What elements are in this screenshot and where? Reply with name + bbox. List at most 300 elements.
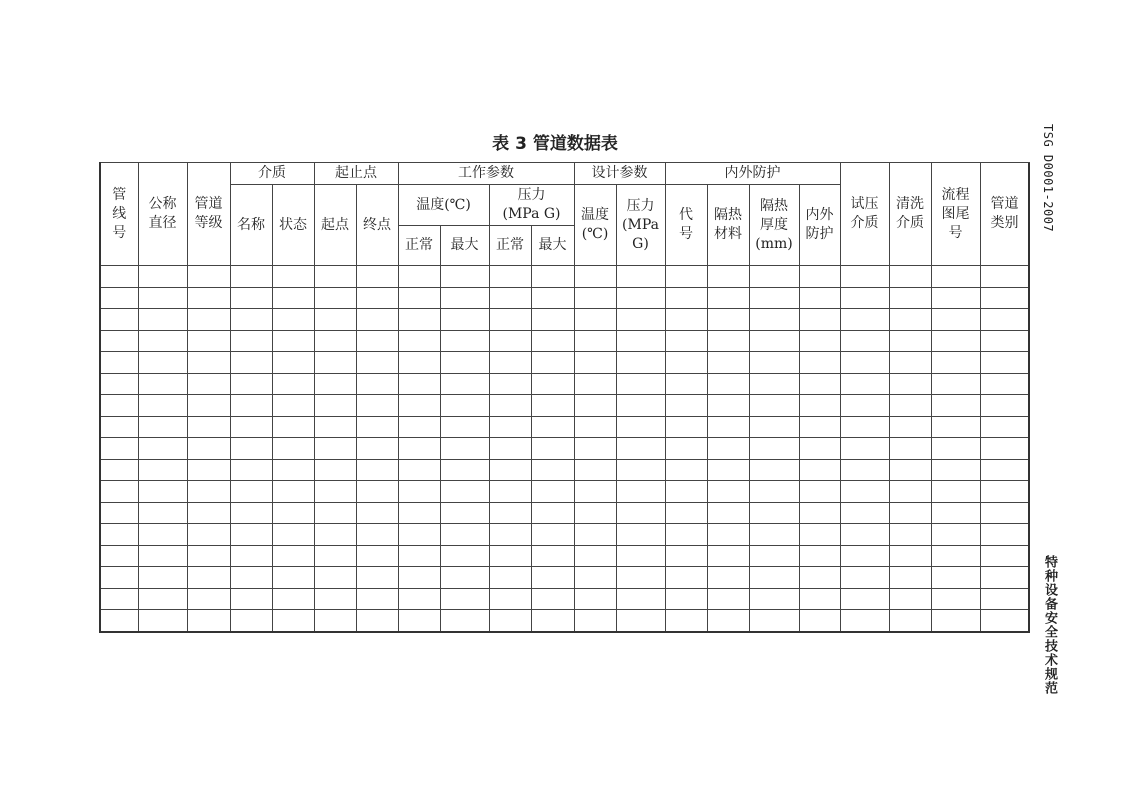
header-insulation-material: 隔热 材料	[707, 185, 749, 266]
table-cell	[398, 588, 440, 610]
table-cell	[980, 588, 1029, 610]
table-cell	[574, 266, 616, 288]
table-cell	[707, 459, 749, 481]
table-cell	[574, 502, 616, 524]
table-cell	[187, 373, 230, 395]
table-cell	[931, 459, 980, 481]
table-cell	[889, 567, 931, 589]
table-body	[100, 266, 1029, 632]
table-cell	[531, 266, 574, 288]
table-cell	[749, 309, 799, 331]
table-cell	[574, 395, 616, 417]
table-cell	[749, 459, 799, 481]
table-cell	[889, 588, 931, 610]
table-cell	[616, 502, 665, 524]
table-cell	[574, 330, 616, 352]
table-cell	[616, 373, 665, 395]
table-cell	[616, 545, 665, 567]
table-cell	[799, 309, 840, 331]
table-cell	[230, 502, 272, 524]
table-cell	[931, 416, 980, 438]
table-cell	[440, 545, 489, 567]
table-cell	[314, 481, 356, 503]
table-row	[100, 266, 1029, 288]
table-cell	[799, 395, 840, 417]
table-cell	[665, 524, 707, 546]
table-cell	[707, 416, 749, 438]
standard-code: TSG D0001-2007	[1041, 124, 1055, 233]
table-cell	[980, 309, 1029, 331]
table-cell	[489, 287, 531, 309]
table-cell	[665, 459, 707, 481]
table-cell	[840, 266, 889, 288]
table-cell	[230, 567, 272, 589]
table-cell	[980, 373, 1029, 395]
table-cell	[980, 567, 1029, 589]
table-cell	[574, 459, 616, 481]
table-cell	[665, 330, 707, 352]
header-inner-outer-protection: 内外 防护	[799, 185, 840, 266]
table-cell	[489, 416, 531, 438]
table-cell	[272, 352, 314, 374]
header-pipe-grade: 管道 等级	[187, 163, 230, 266]
table-cell	[749, 352, 799, 374]
table-row	[100, 330, 1029, 352]
table-cell	[889, 545, 931, 567]
table-cell	[138, 567, 187, 589]
table-cell	[356, 352, 398, 374]
table-cell	[100, 330, 138, 352]
table-cell	[230, 373, 272, 395]
table-cell	[440, 266, 489, 288]
pipe-data-table	[99, 162, 1030, 633]
table-cell	[230, 352, 272, 374]
table-cell	[531, 545, 574, 567]
table-cell	[889, 438, 931, 460]
table-cell	[100, 352, 138, 374]
table-cell	[100, 502, 138, 524]
table-cell	[398, 545, 440, 567]
table-cell	[356, 567, 398, 589]
table-cell	[531, 524, 574, 546]
table-row	[100, 481, 1029, 503]
table-cell	[531, 567, 574, 589]
table-cell	[314, 502, 356, 524]
table-cell	[980, 287, 1029, 309]
table-cell	[840, 545, 889, 567]
table-cell	[531, 287, 574, 309]
table-cell	[230, 330, 272, 352]
table-cell	[100, 373, 138, 395]
header-design-params: 设计参数	[574, 163, 665, 185]
header-test-medium: 试压 介质	[840, 163, 889, 266]
table-cell	[665, 309, 707, 331]
table-row	[100, 416, 1029, 438]
table-cell	[398, 459, 440, 481]
table-cell	[356, 481, 398, 503]
table-row	[100, 610, 1029, 632]
table-cell	[272, 459, 314, 481]
table-cell	[707, 545, 749, 567]
header-medium: 介质	[230, 163, 314, 185]
table-cell	[574, 588, 616, 610]
table-cell	[314, 352, 356, 374]
table-cell	[889, 287, 931, 309]
table-cell	[665, 481, 707, 503]
table-cell	[889, 352, 931, 374]
table-cell	[440, 330, 489, 352]
table-cell	[100, 395, 138, 417]
table-cell	[665, 502, 707, 524]
table-cell	[799, 502, 840, 524]
table-cell	[440, 524, 489, 546]
table-cell	[980, 438, 1029, 460]
table-cell	[138, 481, 187, 503]
table-cell	[314, 416, 356, 438]
table-cell	[665, 266, 707, 288]
table-cell	[138, 588, 187, 610]
table-cell	[840, 459, 889, 481]
table-cell	[889, 610, 931, 632]
table-cell	[356, 545, 398, 567]
table-cell	[980, 416, 1029, 438]
table-cell	[489, 309, 531, 331]
header-working-temp-max: 最大	[440, 226, 489, 266]
table-cell	[531, 481, 574, 503]
table-cell	[230, 481, 272, 503]
table-cell	[314, 588, 356, 610]
table-cell	[230, 395, 272, 417]
table-cell	[799, 610, 840, 632]
table-cell	[100, 309, 138, 331]
table-cell	[665, 352, 707, 374]
table-cell	[749, 545, 799, 567]
table-cell	[489, 373, 531, 395]
table-cell	[574, 352, 616, 374]
table-cell	[230, 438, 272, 460]
table-cell	[931, 545, 980, 567]
table-cell	[272, 438, 314, 460]
table-cell	[799, 481, 840, 503]
table-cell	[889, 309, 931, 331]
table-cell	[314, 330, 356, 352]
table-cell	[665, 373, 707, 395]
table-cell	[230, 416, 272, 438]
table-cell	[616, 481, 665, 503]
table-cell	[931, 438, 980, 460]
table-cell	[665, 438, 707, 460]
table-cell	[799, 567, 840, 589]
table-cell	[272, 610, 314, 632]
table-cell	[398, 524, 440, 546]
table-cell	[574, 545, 616, 567]
table-cell	[314, 266, 356, 288]
table-cell	[840, 588, 889, 610]
table-cell	[980, 524, 1029, 546]
table-cell	[489, 502, 531, 524]
table-cell	[616, 524, 665, 546]
table-cell	[531, 352, 574, 374]
table-cell	[931, 610, 980, 632]
table-cell	[230, 287, 272, 309]
table-cell	[749, 373, 799, 395]
table-row	[100, 309, 1029, 331]
table-cell	[707, 373, 749, 395]
table-cell	[100, 416, 138, 438]
table-cell	[889, 481, 931, 503]
table-cell	[931, 287, 980, 309]
table-cell	[840, 287, 889, 309]
table-cell	[230, 610, 272, 632]
table-cell	[616, 588, 665, 610]
table-cell	[314, 373, 356, 395]
table-cell	[138, 416, 187, 438]
table-cell	[574, 524, 616, 546]
table-cell	[100, 287, 138, 309]
table-cell	[889, 330, 931, 352]
table-cell	[440, 502, 489, 524]
table-cell	[707, 266, 749, 288]
header-design-pressure: 压力 (MPa G)	[616, 185, 665, 266]
header-design-temp: 温度 (℃)	[574, 185, 616, 266]
table-cell	[707, 481, 749, 503]
table-cell	[489, 545, 531, 567]
table-cell	[616, 395, 665, 417]
table-cell	[889, 502, 931, 524]
table-cell	[531, 438, 574, 460]
table-cell	[187, 588, 230, 610]
table-cell	[616, 309, 665, 331]
table-cell	[187, 567, 230, 589]
table-cell	[931, 588, 980, 610]
table-cell	[707, 588, 749, 610]
table-row	[100, 459, 1029, 481]
table-cell	[489, 481, 531, 503]
table-cell	[799, 438, 840, 460]
table-cell	[356, 330, 398, 352]
table-cell	[749, 524, 799, 546]
table-cell	[314, 395, 356, 417]
table-cell	[707, 567, 749, 589]
header-working-temp: 温度(℃)	[398, 185, 489, 226]
table-cell	[187, 524, 230, 546]
table-cell	[272, 545, 314, 567]
table-cell	[799, 459, 840, 481]
table-cell	[616, 567, 665, 589]
table-cell	[440, 481, 489, 503]
table-cell	[749, 416, 799, 438]
table-cell	[531, 309, 574, 331]
table-cell	[616, 610, 665, 632]
table-cell	[980, 481, 1029, 503]
header-working-pressure: 压力 (MPa G)	[489, 185, 574, 226]
table-cell	[840, 481, 889, 503]
table-cell	[100, 438, 138, 460]
table-cell	[531, 588, 574, 610]
table-row	[100, 395, 1029, 417]
table-cell	[840, 610, 889, 632]
table-cell	[931, 395, 980, 417]
table-row	[100, 438, 1029, 460]
table-cell	[574, 567, 616, 589]
table-cell	[272, 502, 314, 524]
table-cell	[314, 438, 356, 460]
table-cell	[840, 502, 889, 524]
table-cell	[356, 610, 398, 632]
table-cell	[100, 459, 138, 481]
table-cell	[272, 567, 314, 589]
table-cell	[138, 287, 187, 309]
table-cell	[616, 287, 665, 309]
table-cell	[356, 588, 398, 610]
table-cell	[889, 373, 931, 395]
table-cell	[230, 545, 272, 567]
table-cell	[398, 610, 440, 632]
table-cell	[100, 524, 138, 546]
table-cell	[272, 266, 314, 288]
table-cell	[931, 309, 980, 331]
table-cell	[799, 373, 840, 395]
table-cell	[840, 416, 889, 438]
table-cell	[574, 416, 616, 438]
table-cell	[574, 373, 616, 395]
header-endpoints: 起止点	[314, 163, 398, 185]
table-cell	[398, 352, 440, 374]
table-cell	[356, 309, 398, 331]
table-cell	[398, 287, 440, 309]
table-cell	[531, 330, 574, 352]
header-protection: 内外防护	[665, 163, 840, 185]
table-cell	[100, 266, 138, 288]
table-cell	[574, 610, 616, 632]
table-cell	[398, 438, 440, 460]
table-cell	[100, 610, 138, 632]
table-cell	[799, 588, 840, 610]
table-cell	[574, 481, 616, 503]
table-cell	[531, 459, 574, 481]
header-medium-state: 状态	[272, 185, 314, 266]
table-cell	[489, 459, 531, 481]
table-cell	[665, 287, 707, 309]
table-cell	[840, 373, 889, 395]
table-cell	[980, 330, 1029, 352]
table-cell	[356, 438, 398, 460]
table-cell	[314, 567, 356, 589]
table-cell	[980, 352, 1029, 374]
table-cell	[314, 524, 356, 546]
table-cell	[314, 309, 356, 331]
table-cell	[272, 330, 314, 352]
table-cell	[665, 416, 707, 438]
table-cell	[531, 416, 574, 438]
table-cell	[398, 481, 440, 503]
table-cell	[980, 610, 1029, 632]
table-cell	[840, 309, 889, 331]
table-cell	[272, 395, 314, 417]
header-nominal-diameter: 公称 直径	[138, 163, 187, 266]
header-end: 终点	[356, 185, 398, 266]
table-cell	[230, 309, 272, 331]
table-cell	[489, 524, 531, 546]
table-cell	[138, 395, 187, 417]
table-cell	[531, 395, 574, 417]
table-cell	[707, 352, 749, 374]
table-cell	[314, 610, 356, 632]
table-cell	[356, 459, 398, 481]
table-cell	[187, 395, 230, 417]
header-working-params: 工作参数	[398, 163, 574, 185]
table-cell	[100, 588, 138, 610]
side-caption: 特种设备安全技术规范	[1042, 555, 1057, 695]
table-cell	[489, 330, 531, 352]
table-cell	[707, 610, 749, 632]
table-cell	[440, 459, 489, 481]
table-cell	[440, 287, 489, 309]
table-cell	[187, 438, 230, 460]
table-cell	[749, 330, 799, 352]
table-cell	[489, 438, 531, 460]
table-cell	[187, 330, 230, 352]
table-cell	[489, 588, 531, 610]
table-cell	[707, 330, 749, 352]
table-cell	[749, 266, 799, 288]
table-cell	[356, 524, 398, 546]
table-cell	[749, 588, 799, 610]
table-cell	[799, 266, 840, 288]
header-working-temp-normal: 正常	[398, 226, 440, 266]
table-cell	[889, 266, 931, 288]
table-row	[100, 588, 1029, 610]
table-cell	[749, 481, 799, 503]
table-cell	[531, 373, 574, 395]
table-cell	[799, 524, 840, 546]
table-cell	[272, 524, 314, 546]
table-cell	[272, 309, 314, 331]
table-cell	[749, 567, 799, 589]
table-cell	[931, 481, 980, 503]
table-cell	[272, 481, 314, 503]
table-cell	[707, 438, 749, 460]
header-working-pressure-normal: 正常	[489, 226, 531, 266]
table-cell	[931, 330, 980, 352]
table-cell	[356, 416, 398, 438]
table-cell	[138, 524, 187, 546]
table-cell	[489, 395, 531, 417]
table-cell	[187, 481, 230, 503]
table-cell	[489, 352, 531, 374]
table-cell	[187, 545, 230, 567]
table-cell	[931, 567, 980, 589]
table-cell	[138, 373, 187, 395]
table-cell	[749, 610, 799, 632]
header-medium-name: 名称	[230, 185, 272, 266]
table-cell	[100, 481, 138, 503]
header-pipe-no: 管 线 号	[100, 163, 138, 266]
table-cell	[272, 588, 314, 610]
table-cell	[489, 266, 531, 288]
table-row	[100, 567, 1029, 589]
table-cell	[665, 545, 707, 567]
table-cell	[665, 588, 707, 610]
table-cell	[840, 330, 889, 352]
table-cell	[889, 395, 931, 417]
table-row	[100, 524, 1029, 546]
table-cell	[138, 309, 187, 331]
table-cell	[840, 395, 889, 417]
table-cell	[398, 373, 440, 395]
table-cell	[665, 610, 707, 632]
table-cell	[799, 330, 840, 352]
